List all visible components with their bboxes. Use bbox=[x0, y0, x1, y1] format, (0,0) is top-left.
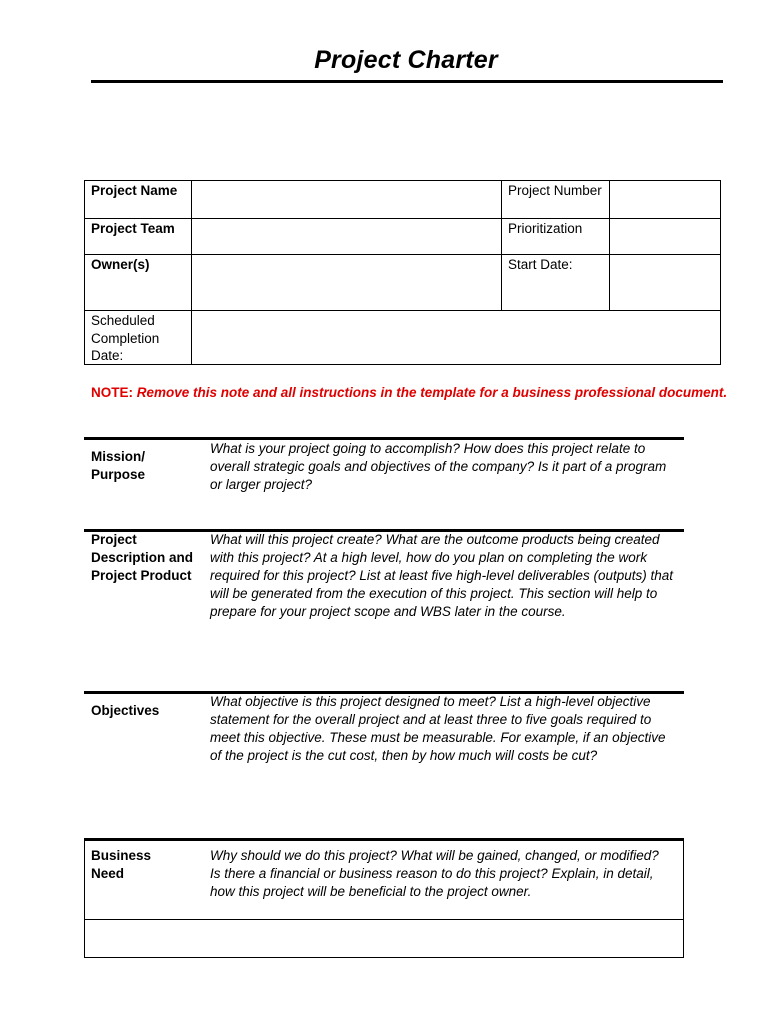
note-prefix: NOTE: bbox=[91, 385, 137, 400]
owners-label: Owner(s) bbox=[91, 257, 150, 272]
project-team-field[interactable] bbox=[192, 219, 501, 254]
scheduled-completion-field[interactable] bbox=[192, 311, 720, 364]
mission-instructions[interactable]: What is your project going to accomplish? How does this project relate to overall strategic goals and objectives of the company? Is it part of a program or larger project? bbox=[210, 441, 667, 492]
business-need-label: Business Need bbox=[91, 848, 152, 881]
page-title: Project Charter bbox=[314, 46, 498, 74]
description-instructions[interactable]: What will this project create? What are the outcome products being created with this project? At a high level, how do you plan on completing the work required for this project? List at least five high-level deliverables (outputs) that will be generated from the execution of this project. This section will help to prepare for your project scope and WBS later in the course. bbox=[210, 532, 673, 619]
scheduled-completion-label: Scheduled Completion Date: bbox=[91, 313, 160, 363]
project-info-table bbox=[84, 180, 721, 365]
title-underline bbox=[91, 80, 723, 83]
note-body: Remove this note and all instructions in the template for a business professional document. bbox=[136, 385, 728, 400]
project-name-label: Project Name bbox=[91, 183, 178, 198]
owners-field[interactable] bbox=[192, 255, 501, 310]
project-team-label: Project Team bbox=[91, 221, 175, 236]
business-need-response-field[interactable] bbox=[85, 920, 683, 957]
project-number-label: Project Number bbox=[508, 183, 602, 198]
objectives-instructions[interactable]: What objective is this project designed to meet? List a high-level objective statement for the overall project and at least three to five goals required to meet this objective. These must be measurable. For example, if an objective of the project is the cut cost, then by how much will costs be cut? bbox=[210, 694, 666, 763]
start-date-label: Start Date: bbox=[508, 257, 573, 272]
description-label: Project Description and Project Product bbox=[91, 532, 194, 583]
objectives-label: Objectives bbox=[91, 703, 160, 718]
template-note bbox=[91, 384, 731, 402]
prioritization-label: Prioritization bbox=[508, 221, 583, 236]
project-number-field[interactable] bbox=[610, 181, 720, 218]
mission-label: Mission/ Purpose bbox=[91, 449, 146, 482]
business-need-instructions[interactable]: Why should we do this project? What will be gained, changed, or modified? Is there a financial or business reason to do this project? Explain, in detail, how this project will be beneficial to the project owner. bbox=[210, 848, 659, 899]
prioritization-field[interactable] bbox=[610, 219, 720, 254]
start-date-field[interactable] bbox=[610, 255, 720, 310]
project-name-field[interactable] bbox=[192, 181, 501, 218]
